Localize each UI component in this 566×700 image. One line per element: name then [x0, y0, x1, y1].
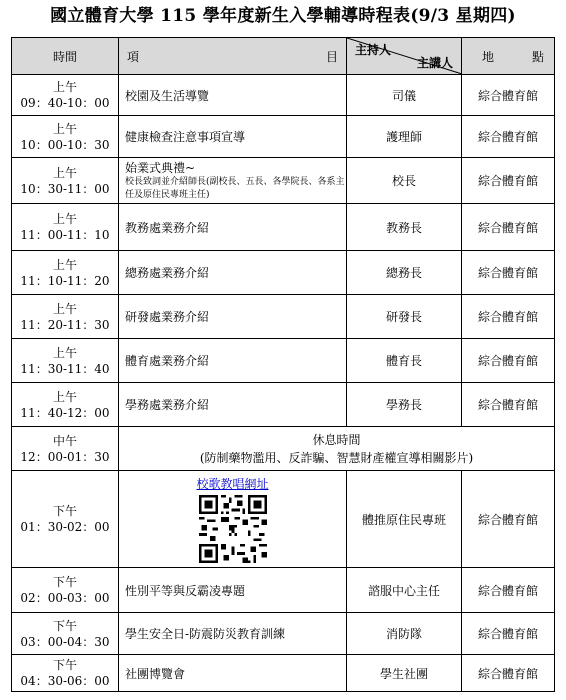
break-note: (防制藥物濫用、反詐騙、智慧財產權宣導相關影片)	[199, 450, 474, 465]
period-label: 上午	[52, 80, 77, 94]
time-cell	[12, 568, 119, 613]
table-row	[12, 251, 555, 295]
time-range: 11：10-11：20	[20, 273, 110, 288]
period-label: 下午	[52, 658, 77, 672]
item-cell	[119, 158, 347, 204]
location-cell: 綜合體育館	[462, 116, 555, 158]
table-row	[12, 75, 555, 116]
schedule-table	[11, 37, 555, 692]
school-song-link[interactable]: 校歌教唱網址	[196, 477, 269, 491]
period-label: 上午	[52, 301, 77, 316]
qr-row	[12, 471, 555, 568]
host-cell: 學生社團	[347, 655, 462, 692]
header-host	[347, 38, 462, 75]
table-row	[12, 655, 555, 692]
location-cell: 綜合體育館	[462, 655, 555, 692]
break-row	[12, 427, 555, 471]
item-cell: 社團博覽會	[119, 655, 347, 692]
period-label: 上午	[52, 212, 77, 226]
item-cell: 學務處業務介紹	[119, 383, 347, 427]
period-label: 下午	[52, 618, 77, 633]
table-row	[12, 613, 555, 655]
location-cell: 綜合體育館	[462, 204, 555, 251]
time-cell	[12, 75, 119, 116]
location-cell: 綜合體育館	[462, 339, 555, 383]
host-cell: 總務長	[347, 251, 462, 295]
time-cell	[12, 116, 119, 158]
location-cell: 綜合體育館	[462, 75, 555, 116]
period-label: 下午	[52, 575, 77, 589]
time-cell	[12, 158, 119, 204]
time-range: 04：30-06：00	[20, 674, 110, 688]
page-title: 國立體育大學 115 學年度新生入學輔導時程表(9/3 星期四)	[50, 6, 516, 26]
header-item-left: 項	[127, 49, 140, 64]
time-cell	[12, 613, 119, 655]
host-cell: 司儀	[347, 75, 462, 116]
host-cell: 護理師	[347, 116, 462, 158]
header-location	[462, 38, 555, 75]
qr-code-image	[199, 495, 267, 563]
item-cell: 體育處業務介紹	[119, 339, 347, 383]
time-range: 12：00-01：30	[20, 449, 110, 464]
time-cell	[12, 339, 119, 383]
header-time: 時間	[12, 38, 119, 75]
time-range: 02：00-03：00	[20, 591, 110, 605]
host-cell: 教務長	[347, 204, 462, 251]
item-title: 始業式典禮~	[125, 160, 196, 175]
time-range: 11：20-11：30	[20, 317, 110, 332]
time-range: 10：30-11：00	[20, 181, 110, 196]
time-range: 11：40-12：00	[20, 405, 110, 420]
period-label: 上午	[52, 165, 77, 180]
header-loc-right: 點	[531, 49, 544, 64]
header-loc-left: 地	[482, 49, 495, 64]
item-cell: 校園及生活導覽	[119, 75, 347, 116]
time-cell	[12, 427, 119, 471]
item-cell: 性別平等與反霸凌專題	[119, 568, 347, 613]
table-row	[12, 204, 555, 251]
period-label: 上午	[52, 345, 77, 360]
host-cell: 諮服中心主任	[347, 568, 462, 613]
time-range: 01：30-02：00	[20, 520, 110, 534]
time-cell	[12, 655, 119, 692]
host-cell: 研發長	[347, 295, 462, 339]
break-cell	[119, 427, 555, 471]
host-cell: 體育長	[347, 339, 462, 383]
host-cell: 學務長	[347, 383, 462, 427]
period-label: 下午	[52, 504, 77, 518]
time-cell	[12, 204, 119, 251]
time-range: 10：00-10：30	[20, 137, 110, 152]
table-row	[12, 383, 555, 427]
table-row	[12, 295, 555, 339]
item-cell: 總務處業務介紹	[119, 251, 347, 295]
item-subtext: 校長致詞並介紹師長(副校長、五長、各學院長、各系主任及原住民專班主任)	[125, 176, 345, 200]
time-cell	[12, 295, 119, 339]
period-label: 上午	[52, 389, 77, 404]
item-cell: 健康檢查注意事項宣導	[119, 116, 347, 158]
header-row	[12, 38, 555, 75]
location-cell: 綜合體育館	[462, 613, 555, 655]
item-cell: 學生安全日-防震防災教育訓練	[119, 613, 347, 655]
item-cell: 教務處業務介紹	[119, 204, 347, 251]
time-cell	[12, 383, 119, 427]
time-range: 11：00-11：10	[20, 228, 110, 242]
item-cell: 研發處業務介紹	[119, 295, 347, 339]
table-row	[12, 568, 555, 613]
time-range: 03：00-04：30	[20, 634, 110, 649]
table-row	[12, 339, 555, 383]
header-host-bottom: 主講人	[416, 56, 453, 70]
location-cell: 綜合體育館	[462, 568, 555, 613]
header-item-right: 目	[325, 49, 338, 64]
header-item	[119, 38, 347, 75]
header-host-top: 主持人	[355, 43, 392, 57]
location-cell: 綜合體育館	[462, 251, 555, 295]
location-cell: 綜合體育館	[462, 158, 555, 204]
break-title: 休息時間	[312, 432, 361, 447]
host-cell: 消防隊	[347, 613, 462, 655]
location-cell: 綜合體育館	[462, 471, 555, 568]
time-cell	[12, 471, 119, 568]
location-cell: 綜合體育館	[462, 383, 555, 427]
table-row	[12, 116, 555, 158]
location-cell: 綜合體育館	[462, 295, 555, 339]
host-cell: 校長	[347, 158, 462, 204]
period-label: 上午	[52, 121, 77, 136]
time-range: 11：30-11：40	[20, 361, 110, 376]
time-range: 09：40-10：00	[20, 96, 110, 110]
period-label: 上午	[52, 257, 77, 272]
period-label: 中午	[52, 433, 77, 448]
time-cell	[12, 251, 119, 295]
item-cell	[119, 471, 347, 568]
host-cell: 體推原住民專班	[347, 471, 462, 568]
table-row	[12, 158, 555, 204]
